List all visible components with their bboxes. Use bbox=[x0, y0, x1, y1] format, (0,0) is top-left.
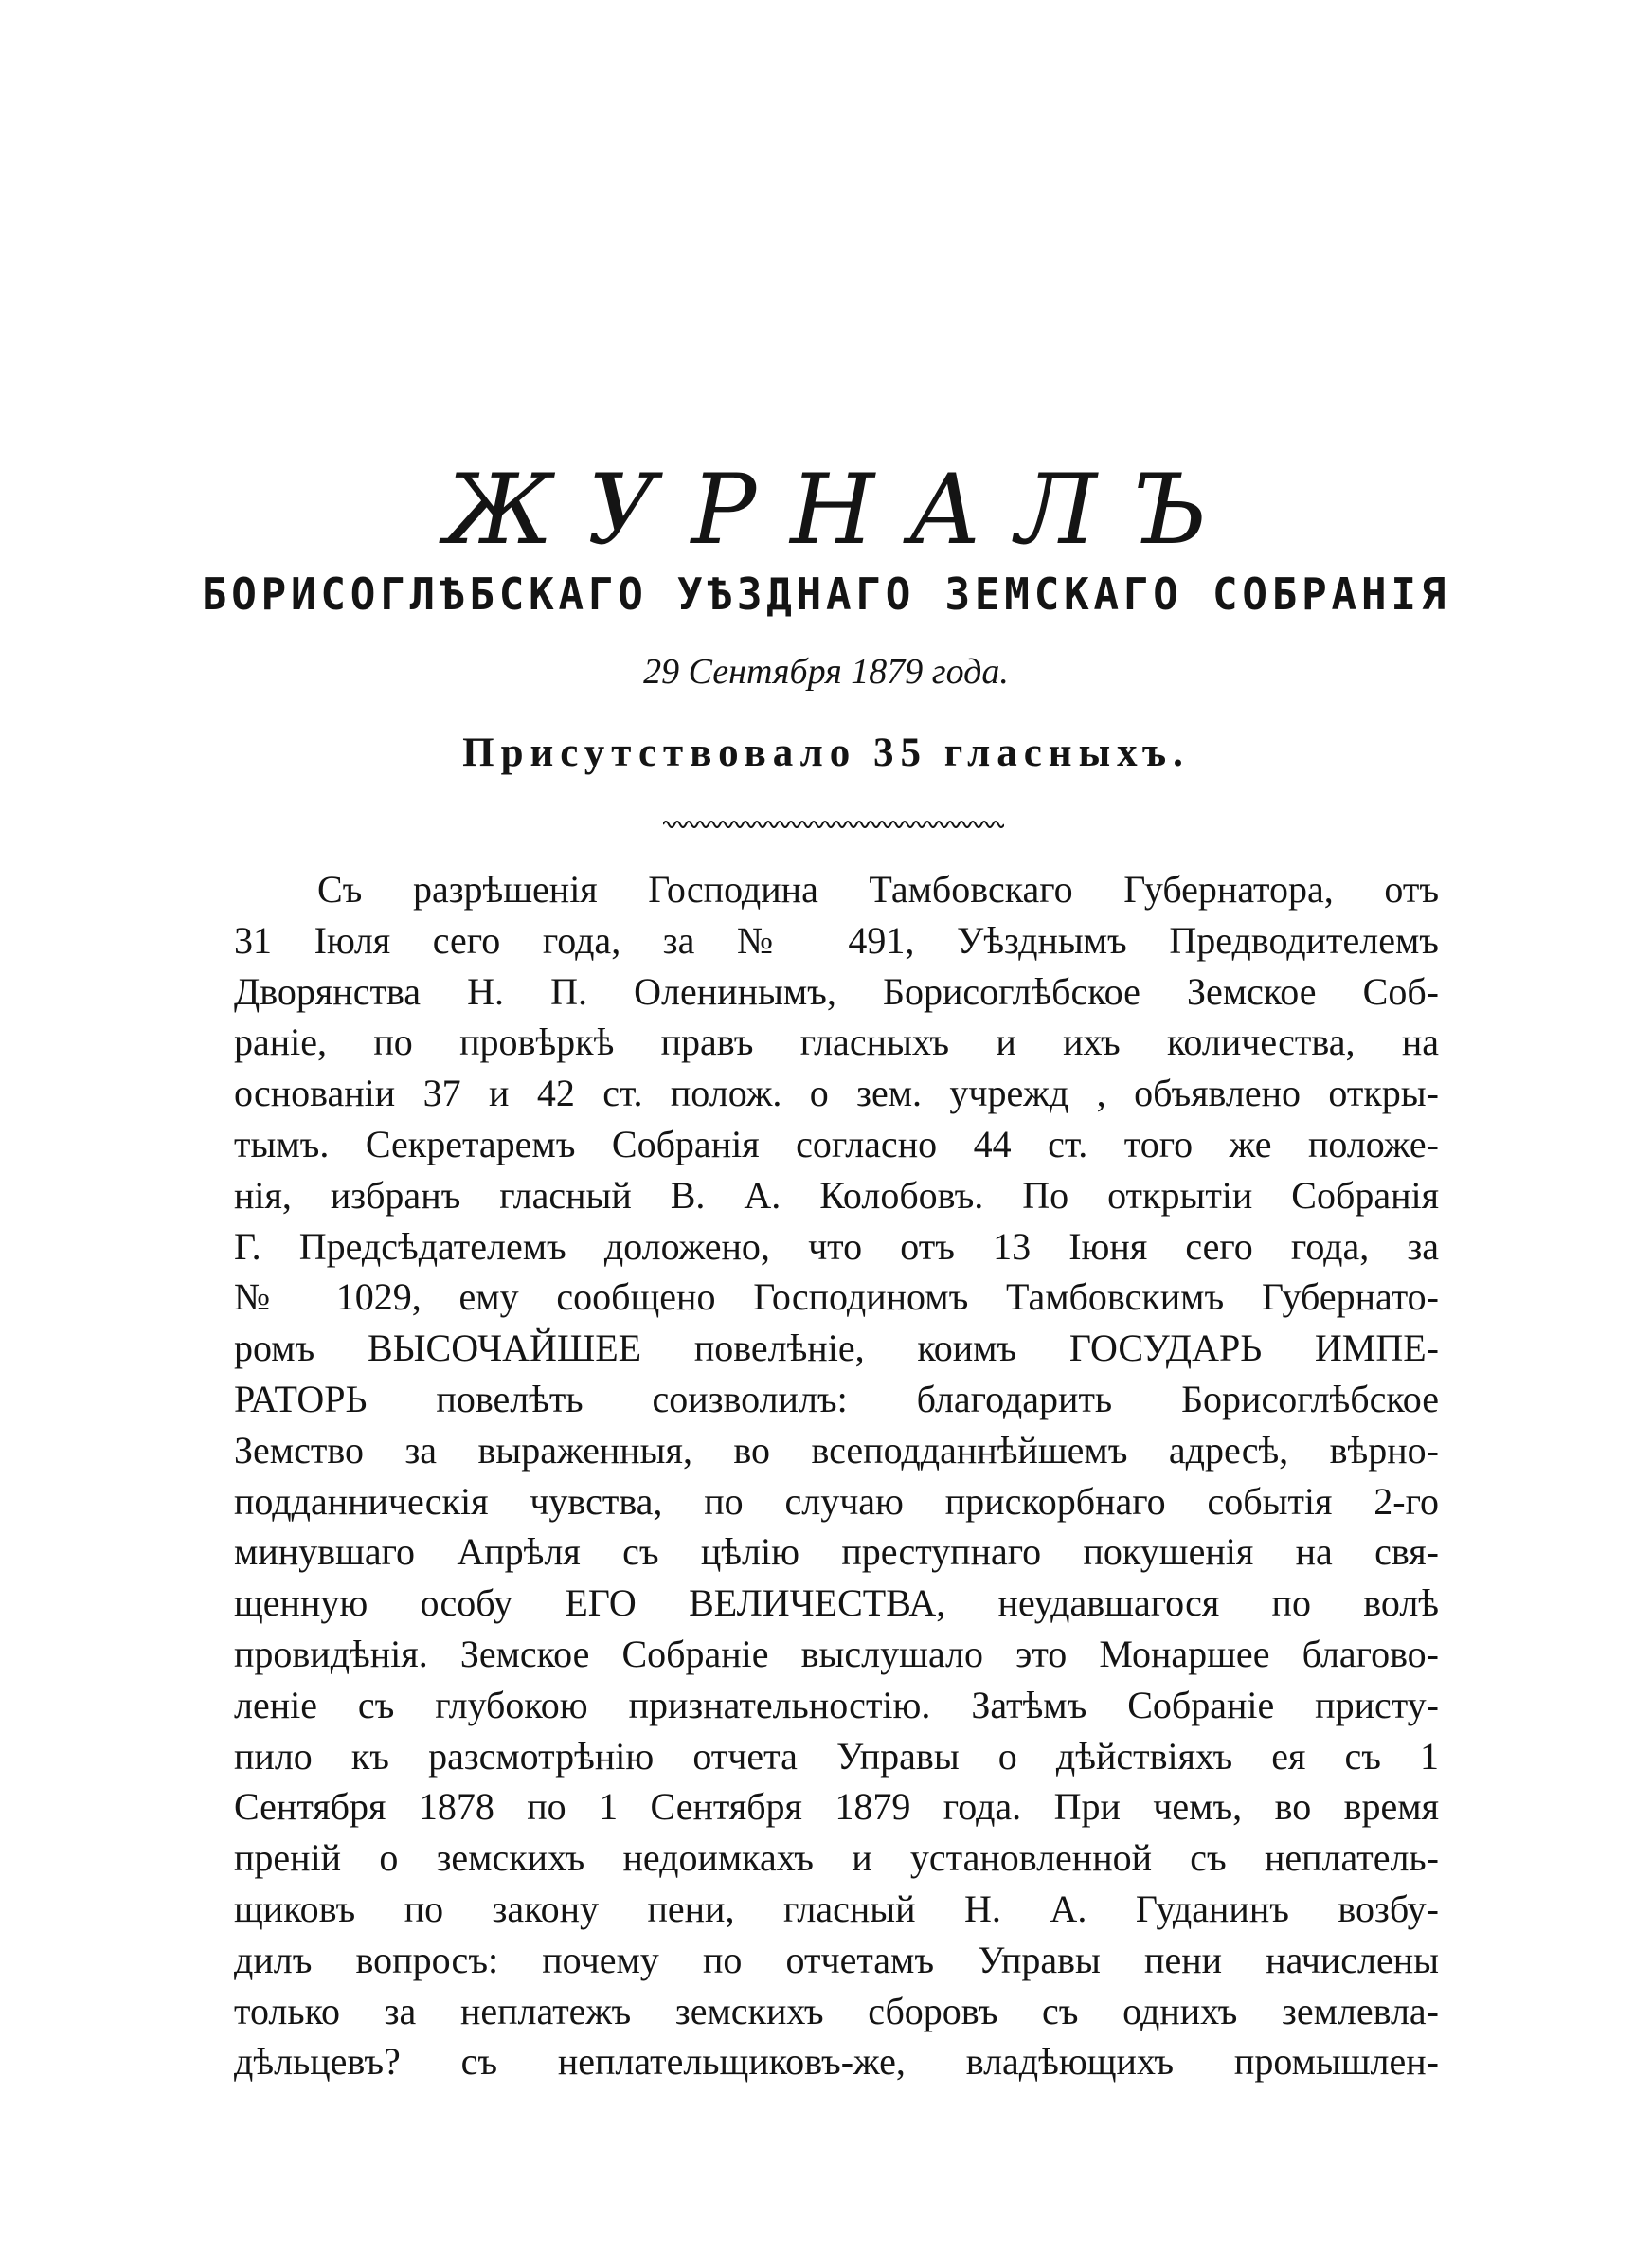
text-line: раніе, по провѣркѣ правъ гласныхъ и ихъ количества, на bbox=[234, 1020, 1439, 1064]
body-paragraph bbox=[234, 864, 1439, 2087]
document-title: ЖУРНАЛЪ bbox=[444, 454, 1242, 567]
text-line: Сентября 1878 по 1 Сентября 1879 года. При чемъ, во время bbox=[234, 1785, 1439, 1829]
text-line: минувшаго Апрѣля съ цѣлію преступнаго покушенія на свя- bbox=[234, 1530, 1439, 1574]
text-line: Земство за выраженныя, во всеподданнѣйшемъ адресѣ, вѣрно- bbox=[234, 1428, 1439, 1472]
text-line: основаніи 37 и 42 ст. полож. о зем. учрежд , объявлено откры- bbox=[234, 1072, 1439, 1115]
text-line: провидѣнія. Земское Собраніе выслушало это Монаршее благово- bbox=[234, 1632, 1439, 1675]
text-line: Съ разрѣшенія Господина Тамбовскаго Губернатора, отъ bbox=[317, 868, 1439, 911]
text-line: леніе съ глубокою признательностію. Затѣмъ Собраніе присту- bbox=[234, 1683, 1439, 1726]
wavy-divider bbox=[663, 815, 1004, 834]
text-line: РАТОРЬ повелѣть соизволилъ: благодарить Борисоглѣбское bbox=[234, 1377, 1439, 1420]
text-line: пило къ разсмотрѣнію отчета Управы о дѣйствіяхъ ея съ 1 bbox=[234, 1734, 1439, 1778]
text-line: преній о земскихъ недоимкахъ и установленной съ неплатель- bbox=[234, 1836, 1439, 1880]
attendance-line: Присутствовало 35 гласныхъ. bbox=[462, 731, 1190, 775]
document-subtitle: БОРИСОГЛѢБСКАГО УѢЗДНАГО ЗЕМСКАГО СОБРАНІЯ bbox=[201, 569, 1451, 620]
text-line: только за неплатежъ земскихъ сборовъ съ однихъ землевла- bbox=[234, 1989, 1439, 2032]
document-date: 29 Сентября 1879 года. bbox=[643, 652, 1009, 692]
text-line: щиковъ по закону пени, гласный Н. А. Гуданинъ возбу- bbox=[234, 1887, 1439, 1930]
text-line: тымъ. Секретаремъ Собранія согласно 44 ст. того же положе- bbox=[234, 1122, 1439, 1165]
text-line: нія, избранъ гласный В. А. Колобовъ. По открытіи Собранія bbox=[234, 1173, 1439, 1217]
text-line: подданническія чувства, по случаю прискорбнаго событія 2-го bbox=[234, 1479, 1439, 1523]
text-line: Дворянства Н. П. Оленинымъ, Борисоглѣбское Земское Соб- bbox=[234, 969, 1439, 1013]
text-line: Г. Предсѣдателемъ доложено, что отъ 13 Іюня сего года, за bbox=[234, 1224, 1439, 1268]
text-line: щенную особу ЕГО ВЕЛИЧЕСТВА, неудавшагося по волѣ bbox=[234, 1581, 1439, 1625]
text-line: ромъ ВЫСОЧАЙШЕЕ повелѣніе, коимъ ГОСУДАРЬ ИМПЕ- bbox=[234, 1327, 1439, 1370]
text-line: дѣльцевъ? съ неплательщиковъ-же, владѣющихъ промышлен- bbox=[234, 2040, 1439, 2084]
text-line: дилъ вопросъ: почему по отчетамъ Управы пени начислены bbox=[234, 1938, 1439, 1981]
text-line: 31 Іюля сего года, за № 491, Уѣзднымъ Предводителемъ bbox=[234, 918, 1439, 962]
text-line: № 1029, ему сообщено Господиномъ Тамбовскимъ Губернато- bbox=[234, 1275, 1439, 1319]
